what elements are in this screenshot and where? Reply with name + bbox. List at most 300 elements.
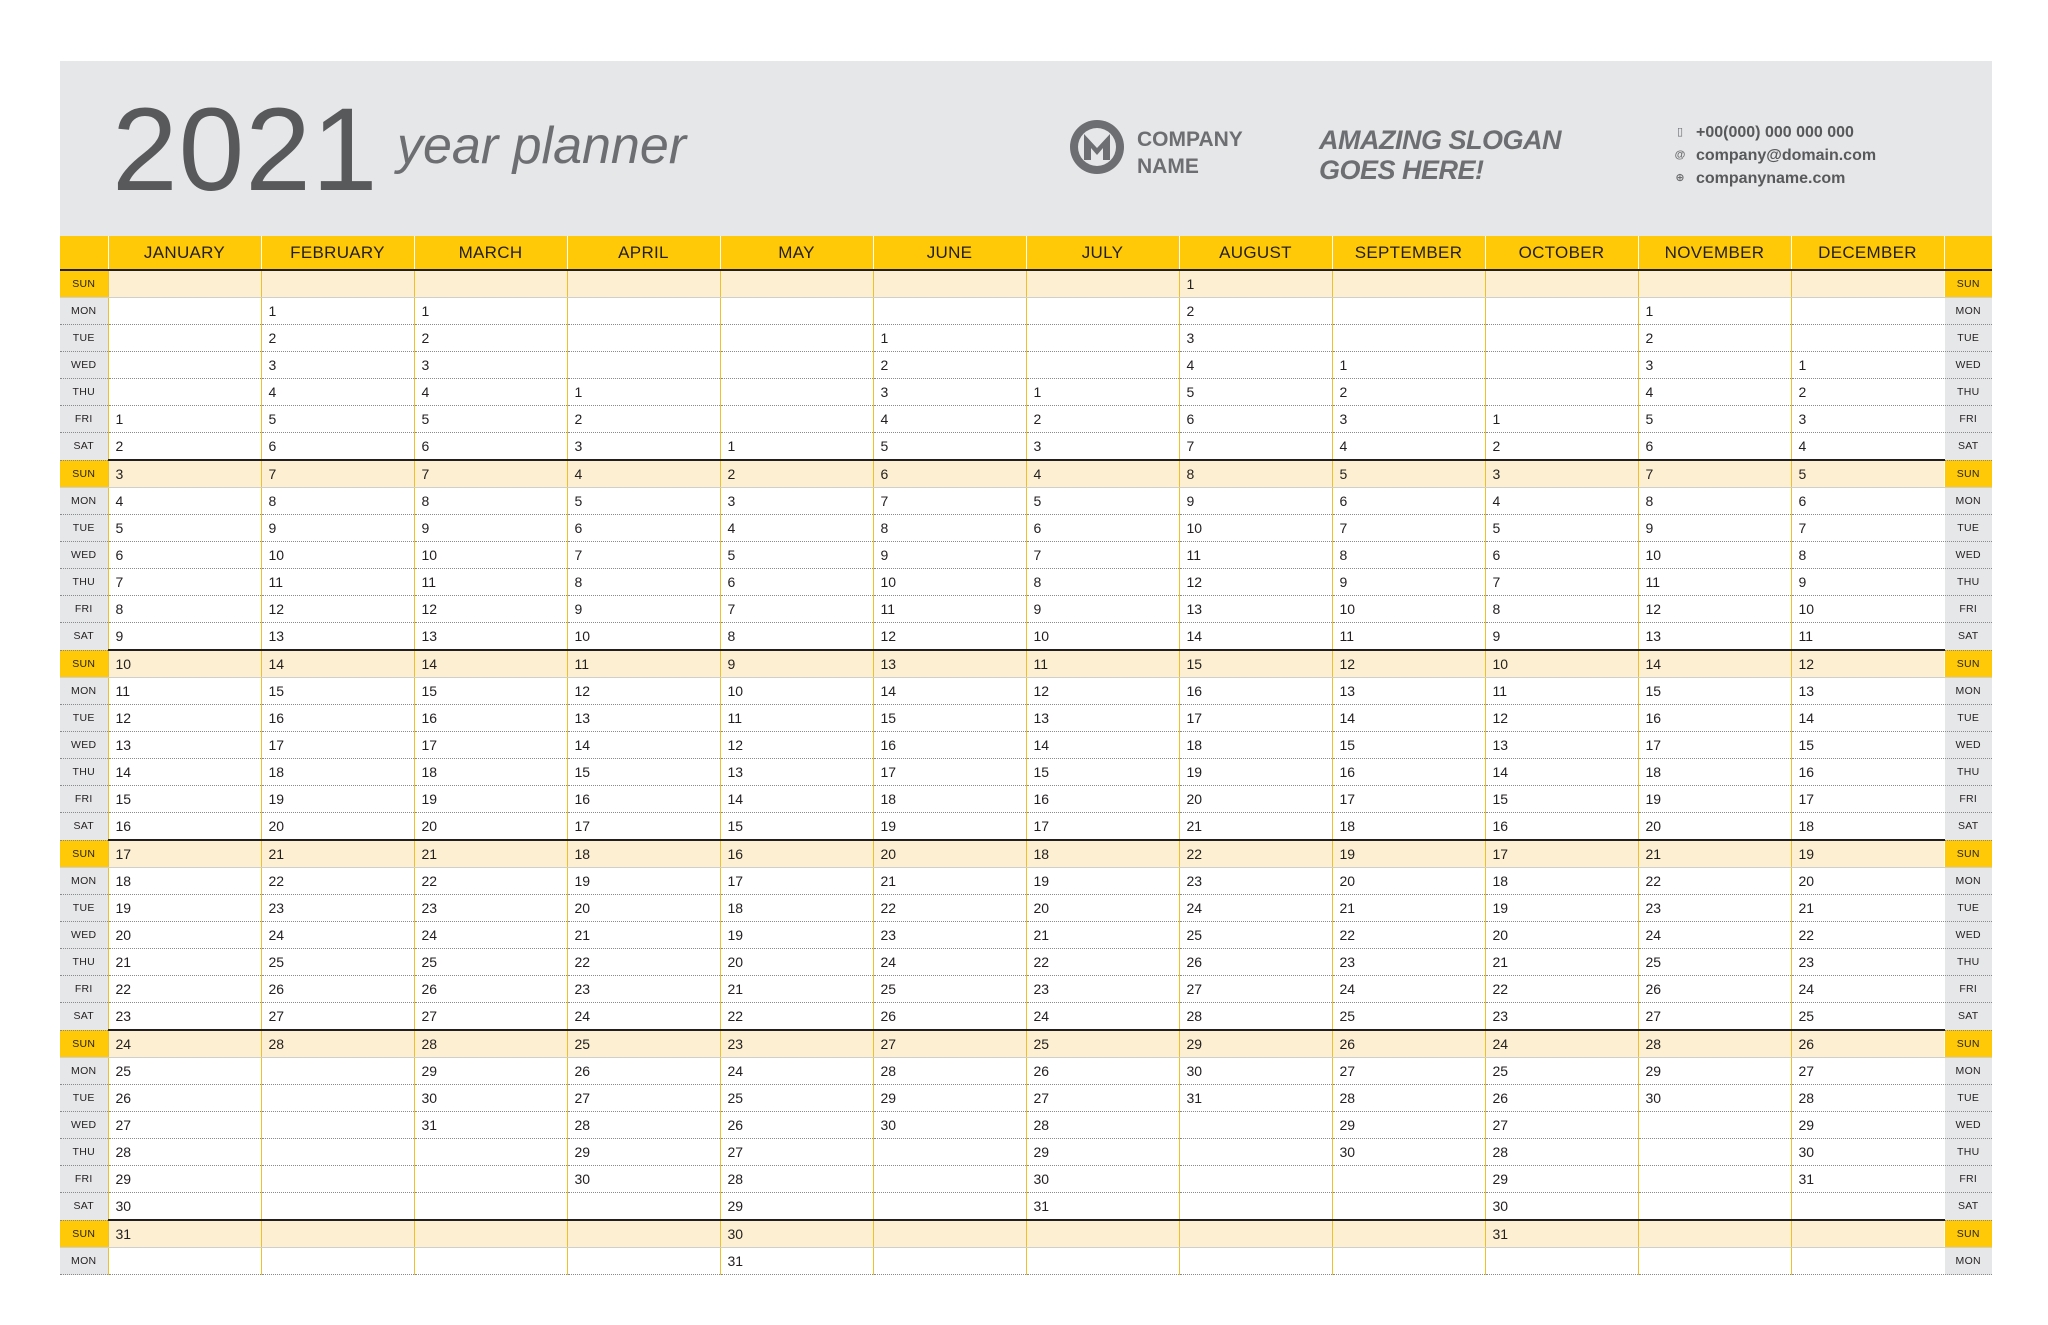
day-cell[interactable]: 29 bbox=[1638, 1058, 1791, 1085]
day-cell[interactable] bbox=[720, 379, 873, 406]
day-cell[interactable]: 19 bbox=[567, 868, 720, 895]
day-cell[interactable] bbox=[873, 270, 1026, 298]
day-cell[interactable]: 24 bbox=[1026, 1003, 1179, 1031]
day-cell[interactable]: 1 bbox=[1485, 406, 1638, 433]
day-cell[interactable]: 2 bbox=[873, 352, 1026, 379]
day-cell[interactable]: 15 bbox=[1332, 732, 1485, 759]
day-cell[interactable]: 12 bbox=[1332, 650, 1485, 678]
day-cell[interactable]: 2 bbox=[567, 406, 720, 433]
day-cell[interactable]: 26 bbox=[1485, 1085, 1638, 1112]
day-cell[interactable]: 23 bbox=[108, 1003, 261, 1031]
day-cell[interactable]: 2 bbox=[1485, 433, 1638, 461]
day-cell[interactable]: 3 bbox=[108, 460, 261, 488]
day-cell[interactable]: 17 bbox=[261, 732, 414, 759]
day-cell[interactable] bbox=[720, 352, 873, 379]
day-cell[interactable]: 3 bbox=[1179, 325, 1332, 352]
day-cell[interactable]: 6 bbox=[1791, 488, 1944, 515]
day-cell[interactable] bbox=[414, 1193, 567, 1221]
day-cell[interactable] bbox=[873, 1248, 1026, 1275]
day-cell[interactable] bbox=[873, 1139, 1026, 1166]
day-cell[interactable] bbox=[414, 1248, 567, 1275]
day-cell[interactable]: 29 bbox=[1791, 1112, 1944, 1139]
day-cell[interactable]: 24 bbox=[873, 949, 1026, 976]
day-cell[interactable]: 26 bbox=[720, 1112, 873, 1139]
day-cell[interactable]: 26 bbox=[261, 976, 414, 1003]
day-cell[interactable]: 1 bbox=[1026, 379, 1179, 406]
day-cell[interactable] bbox=[720, 325, 873, 352]
day-cell[interactable]: 30 bbox=[873, 1112, 1026, 1139]
day-cell[interactable]: 15 bbox=[108, 786, 261, 813]
day-cell[interactable]: 14 bbox=[1332, 705, 1485, 732]
day-cell[interactable]: 9 bbox=[261, 515, 414, 542]
day-cell[interactable]: 3 bbox=[1332, 406, 1485, 433]
day-cell[interactable] bbox=[1638, 1139, 1791, 1166]
day-cell[interactable]: 28 bbox=[567, 1112, 720, 1139]
day-cell[interactable]: 6 bbox=[1332, 488, 1485, 515]
day-cell[interactable]: 15 bbox=[261, 678, 414, 705]
day-cell[interactable]: 30 bbox=[1332, 1139, 1485, 1166]
day-cell[interactable]: 17 bbox=[1179, 705, 1332, 732]
day-cell[interactable]: 1 bbox=[108, 406, 261, 433]
day-cell[interactable]: 5 bbox=[1332, 460, 1485, 488]
day-cell[interactable]: 25 bbox=[720, 1085, 873, 1112]
day-cell[interactable]: 21 bbox=[1791, 895, 1944, 922]
day-cell[interactable]: 17 bbox=[720, 868, 873, 895]
day-cell[interactable]: 20 bbox=[720, 949, 873, 976]
day-cell[interactable]: 8 bbox=[1791, 542, 1944, 569]
day-cell[interactable]: 4 bbox=[873, 406, 1026, 433]
day-cell[interactable]: 1 bbox=[1791, 352, 1944, 379]
day-cell[interactable]: 20 bbox=[108, 922, 261, 949]
day-cell[interactable]: 9 bbox=[414, 515, 567, 542]
day-cell[interactable]: 11 bbox=[108, 678, 261, 705]
day-cell[interactable]: 14 bbox=[1026, 732, 1179, 759]
day-cell[interactable] bbox=[567, 1220, 720, 1248]
day-cell[interactable] bbox=[1026, 1248, 1179, 1275]
day-cell[interactable] bbox=[873, 1220, 1026, 1248]
day-cell[interactable]: 9 bbox=[1485, 623, 1638, 651]
day-cell[interactable]: 21 bbox=[567, 922, 720, 949]
day-cell[interactable]: 16 bbox=[1638, 705, 1791, 732]
day-cell[interactable]: 27 bbox=[414, 1003, 567, 1031]
day-cell[interactable]: 22 bbox=[1485, 976, 1638, 1003]
day-cell[interactable]: 9 bbox=[108, 623, 261, 651]
day-cell[interactable]: 13 bbox=[1332, 678, 1485, 705]
day-cell[interactable]: 23 bbox=[1791, 949, 1944, 976]
day-cell[interactable]: 18 bbox=[414, 759, 567, 786]
day-cell[interactable]: 24 bbox=[720, 1058, 873, 1085]
day-cell[interactable]: 2 bbox=[1026, 406, 1179, 433]
day-cell[interactable]: 4 bbox=[1485, 488, 1638, 515]
day-cell[interactable]: 30 bbox=[1179, 1058, 1332, 1085]
day-cell[interactable]: 21 bbox=[108, 949, 261, 976]
day-cell[interactable] bbox=[1638, 270, 1791, 298]
day-cell[interactable] bbox=[567, 270, 720, 298]
day-cell[interactable]: 20 bbox=[1791, 868, 1944, 895]
day-cell[interactable]: 11 bbox=[414, 569, 567, 596]
day-cell[interactable] bbox=[1485, 1248, 1638, 1275]
day-cell[interactable]: 27 bbox=[108, 1112, 261, 1139]
day-cell[interactable]: 21 bbox=[720, 976, 873, 1003]
day-cell[interactable]: 8 bbox=[1179, 460, 1332, 488]
day-cell[interactable]: 29 bbox=[873, 1085, 1026, 1112]
day-cell[interactable] bbox=[1026, 270, 1179, 298]
day-cell[interactable]: 23 bbox=[1485, 1003, 1638, 1031]
day-cell[interactable] bbox=[414, 270, 567, 298]
day-cell[interactable]: 23 bbox=[720, 1030, 873, 1058]
day-cell[interactable]: 28 bbox=[261, 1030, 414, 1058]
day-cell[interactable]: 10 bbox=[108, 650, 261, 678]
day-cell[interactable] bbox=[873, 1166, 1026, 1193]
day-cell[interactable]: 30 bbox=[720, 1220, 873, 1248]
day-cell[interactable]: 4 bbox=[261, 379, 414, 406]
day-cell[interactable]: 7 bbox=[567, 542, 720, 569]
day-cell[interactable]: 4 bbox=[414, 379, 567, 406]
day-cell[interactable]: 10 bbox=[1332, 596, 1485, 623]
day-cell[interactable]: 30 bbox=[1791, 1139, 1944, 1166]
day-cell[interactable]: 25 bbox=[1332, 1003, 1485, 1031]
day-cell[interactable]: 25 bbox=[261, 949, 414, 976]
day-cell[interactable]: 8 bbox=[108, 596, 261, 623]
day-cell[interactable]: 9 bbox=[1791, 569, 1944, 596]
day-cell[interactable] bbox=[261, 1166, 414, 1193]
day-cell[interactable]: 10 bbox=[720, 678, 873, 705]
day-cell[interactable]: 18 bbox=[1332, 813, 1485, 841]
day-cell[interactable]: 5 bbox=[1026, 488, 1179, 515]
day-cell[interactable] bbox=[261, 1193, 414, 1221]
day-cell[interactable]: 6 bbox=[261, 433, 414, 461]
day-cell[interactable]: 18 bbox=[720, 895, 873, 922]
day-cell[interactable]: 15 bbox=[567, 759, 720, 786]
day-cell[interactable]: 23 bbox=[261, 895, 414, 922]
day-cell[interactable]: 29 bbox=[108, 1166, 261, 1193]
day-cell[interactable]: 4 bbox=[108, 488, 261, 515]
day-cell[interactable]: 19 bbox=[873, 813, 1026, 841]
day-cell[interactable]: 11 bbox=[1638, 569, 1791, 596]
day-cell[interactable]: 4 bbox=[1638, 379, 1791, 406]
day-cell[interactable]: 1 bbox=[414, 298, 567, 325]
day-cell[interactable]: 20 bbox=[1332, 868, 1485, 895]
day-cell[interactable]: 27 bbox=[1485, 1112, 1638, 1139]
day-cell[interactable]: 28 bbox=[1026, 1112, 1179, 1139]
day-cell[interactable] bbox=[1179, 1112, 1332, 1139]
day-cell[interactable]: 13 bbox=[414, 623, 567, 651]
day-cell[interactable]: 23 bbox=[1638, 895, 1791, 922]
day-cell[interactable]: 7 bbox=[1638, 460, 1791, 488]
day-cell[interactable]: 3 bbox=[567, 433, 720, 461]
day-cell[interactable]: 26 bbox=[414, 976, 567, 1003]
day-cell[interactable]: 7 bbox=[873, 488, 1026, 515]
day-cell[interactable]: 30 bbox=[1638, 1085, 1791, 1112]
day-cell[interactable]: 15 bbox=[1179, 650, 1332, 678]
day-cell[interactable] bbox=[1332, 1166, 1485, 1193]
day-cell[interactable]: 31 bbox=[108, 1220, 261, 1248]
day-cell[interactable]: 13 bbox=[1485, 732, 1638, 759]
day-cell[interactable]: 25 bbox=[1485, 1058, 1638, 1085]
day-cell[interactable]: 12 bbox=[873, 623, 1026, 651]
day-cell[interactable]: 27 bbox=[873, 1030, 1026, 1058]
day-cell[interactable]: 18 bbox=[261, 759, 414, 786]
day-cell[interactable]: 18 bbox=[1026, 840, 1179, 868]
day-cell[interactable] bbox=[1332, 298, 1485, 325]
day-cell[interactable]: 8 bbox=[414, 488, 567, 515]
day-cell[interactable]: 8 bbox=[1485, 596, 1638, 623]
day-cell[interactable]: 25 bbox=[414, 949, 567, 976]
day-cell[interactable]: 5 bbox=[261, 406, 414, 433]
day-cell[interactable]: 20 bbox=[1638, 813, 1791, 841]
day-cell[interactable]: 17 bbox=[1791, 786, 1944, 813]
day-cell[interactable] bbox=[1791, 1248, 1944, 1275]
day-cell[interactable]: 29 bbox=[720, 1193, 873, 1221]
day-cell[interactable]: 2 bbox=[720, 460, 873, 488]
day-cell[interactable]: 9 bbox=[1026, 596, 1179, 623]
day-cell[interactable]: 16 bbox=[1485, 813, 1638, 841]
day-cell[interactable] bbox=[1179, 1248, 1332, 1275]
day-cell[interactable]: 26 bbox=[1026, 1058, 1179, 1085]
day-cell[interactable]: 16 bbox=[1026, 786, 1179, 813]
day-cell[interactable]: 18 bbox=[1485, 868, 1638, 895]
day-cell[interactable] bbox=[108, 298, 261, 325]
day-cell[interactable]: 31 bbox=[414, 1112, 567, 1139]
day-cell[interactable]: 22 bbox=[1179, 840, 1332, 868]
day-cell[interactable]: 29 bbox=[414, 1058, 567, 1085]
day-cell[interactable]: 26 bbox=[567, 1058, 720, 1085]
day-cell[interactable] bbox=[1791, 325, 1944, 352]
day-cell[interactable]: 23 bbox=[414, 895, 567, 922]
day-cell[interactable]: 22 bbox=[567, 949, 720, 976]
day-cell[interactable]: 9 bbox=[1638, 515, 1791, 542]
day-cell[interactable] bbox=[1026, 298, 1179, 325]
day-cell[interactable]: 12 bbox=[1791, 650, 1944, 678]
day-cell[interactable]: 25 bbox=[108, 1058, 261, 1085]
day-cell[interactable]: 12 bbox=[1485, 705, 1638, 732]
day-cell[interactable]: 3 bbox=[261, 352, 414, 379]
day-cell[interactable] bbox=[1485, 270, 1638, 298]
day-cell[interactable]: 13 bbox=[567, 705, 720, 732]
day-cell[interactable]: 28 bbox=[1638, 1030, 1791, 1058]
day-cell[interactable] bbox=[261, 1248, 414, 1275]
day-cell[interactable]: 19 bbox=[720, 922, 873, 949]
day-cell[interactable] bbox=[1638, 1166, 1791, 1193]
day-cell[interactable] bbox=[720, 270, 873, 298]
day-cell[interactable]: 24 bbox=[1485, 1030, 1638, 1058]
day-cell[interactable]: 24 bbox=[1179, 895, 1332, 922]
day-cell[interactable]: 27 bbox=[1638, 1003, 1791, 1031]
day-cell[interactable]: 27 bbox=[1791, 1058, 1944, 1085]
day-cell[interactable]: 5 bbox=[567, 488, 720, 515]
day-cell[interactable]: 19 bbox=[1485, 895, 1638, 922]
day-cell[interactable]: 16 bbox=[1332, 759, 1485, 786]
day-cell[interactable]: 20 bbox=[1179, 786, 1332, 813]
day-cell[interactable]: 5 bbox=[720, 542, 873, 569]
day-cell[interactable]: 22 bbox=[1332, 922, 1485, 949]
day-cell[interactable]: 2 bbox=[1332, 379, 1485, 406]
day-cell[interactable] bbox=[261, 1112, 414, 1139]
day-cell[interactable]: 23 bbox=[873, 922, 1026, 949]
day-cell[interactable]: 15 bbox=[414, 678, 567, 705]
day-cell[interactable] bbox=[1026, 1220, 1179, 1248]
day-cell[interactable]: 2 bbox=[1791, 379, 1944, 406]
day-cell[interactable]: 18 bbox=[1638, 759, 1791, 786]
day-cell[interactable]: 7 bbox=[261, 460, 414, 488]
day-cell[interactable]: 29 bbox=[567, 1139, 720, 1166]
day-cell[interactable]: 10 bbox=[1791, 596, 1944, 623]
day-cell[interactable]: 9 bbox=[1179, 488, 1332, 515]
day-cell[interactable]: 27 bbox=[1026, 1085, 1179, 1112]
day-cell[interactable]: 24 bbox=[567, 1003, 720, 1031]
day-cell[interactable]: 25 bbox=[1638, 949, 1791, 976]
day-cell[interactable]: 22 bbox=[720, 1003, 873, 1031]
day-cell[interactable] bbox=[1026, 325, 1179, 352]
day-cell[interactable]: 12 bbox=[720, 732, 873, 759]
day-cell[interactable]: 13 bbox=[1179, 596, 1332, 623]
day-cell[interactable]: 11 bbox=[1026, 650, 1179, 678]
day-cell[interactable]: 25 bbox=[1179, 922, 1332, 949]
day-cell[interactable]: 30 bbox=[1026, 1166, 1179, 1193]
day-cell[interactable] bbox=[261, 1058, 414, 1085]
day-cell[interactable]: 12 bbox=[1179, 569, 1332, 596]
day-cell[interactable]: 21 bbox=[1179, 813, 1332, 841]
day-cell[interactable]: 23 bbox=[1332, 949, 1485, 976]
day-cell[interactable]: 14 bbox=[567, 732, 720, 759]
day-cell[interactable]: 13 bbox=[873, 650, 1026, 678]
day-cell[interactable] bbox=[1791, 1220, 1944, 1248]
day-cell[interactable]: 2 bbox=[1179, 298, 1332, 325]
day-cell[interactable]: 5 bbox=[108, 515, 261, 542]
day-cell[interactable]: 9 bbox=[720, 650, 873, 678]
day-cell[interactable]: 17 bbox=[414, 732, 567, 759]
day-cell[interactable]: 10 bbox=[1638, 542, 1791, 569]
day-cell[interactable]: 23 bbox=[1026, 976, 1179, 1003]
day-cell[interactable]: 1 bbox=[1179, 270, 1332, 298]
day-cell[interactable]: 19 bbox=[1791, 840, 1944, 868]
day-cell[interactable]: 11 bbox=[720, 705, 873, 732]
day-cell[interactable]: 13 bbox=[261, 623, 414, 651]
day-cell[interactable]: 7 bbox=[1026, 542, 1179, 569]
day-cell[interactable]: 4 bbox=[1026, 460, 1179, 488]
day-cell[interactable]: 10 bbox=[567, 623, 720, 651]
day-cell[interactable]: 3 bbox=[720, 488, 873, 515]
day-cell[interactable] bbox=[1485, 298, 1638, 325]
day-cell[interactable]: 5 bbox=[414, 406, 567, 433]
day-cell[interactable] bbox=[1791, 298, 1944, 325]
day-cell[interactable]: 15 bbox=[1791, 732, 1944, 759]
day-cell[interactable]: 11 bbox=[261, 569, 414, 596]
day-cell[interactable]: 18 bbox=[1791, 813, 1944, 841]
day-cell[interactable]: 6 bbox=[1638, 433, 1791, 461]
day-cell[interactable] bbox=[1026, 352, 1179, 379]
day-cell[interactable]: 28 bbox=[1332, 1085, 1485, 1112]
day-cell[interactable] bbox=[1179, 1220, 1332, 1248]
day-cell[interactable]: 16 bbox=[1179, 678, 1332, 705]
day-cell[interactable]: 7 bbox=[108, 569, 261, 596]
day-cell[interactable]: 1 bbox=[873, 325, 1026, 352]
day-cell[interactable]: 17 bbox=[1638, 732, 1791, 759]
day-cell[interactable] bbox=[414, 1139, 567, 1166]
day-cell[interactable]: 14 bbox=[261, 650, 414, 678]
day-cell[interactable]: 6 bbox=[414, 433, 567, 461]
day-cell[interactable]: 5 bbox=[1179, 379, 1332, 406]
day-cell[interactable]: 26 bbox=[1638, 976, 1791, 1003]
day-cell[interactable]: 21 bbox=[261, 840, 414, 868]
day-cell[interactable] bbox=[261, 1220, 414, 1248]
day-cell[interactable]: 12 bbox=[567, 678, 720, 705]
day-cell[interactable]: 1 bbox=[1332, 352, 1485, 379]
day-cell[interactable]: 20 bbox=[414, 813, 567, 841]
day-cell[interactable]: 20 bbox=[873, 840, 1026, 868]
day-cell[interactable] bbox=[567, 1248, 720, 1275]
day-cell[interactable]: 24 bbox=[414, 922, 567, 949]
day-cell[interactable]: 21 bbox=[1332, 895, 1485, 922]
day-cell[interactable]: 16 bbox=[873, 732, 1026, 759]
day-cell[interactable]: 16 bbox=[720, 840, 873, 868]
day-cell[interactable] bbox=[1791, 270, 1944, 298]
day-cell[interactable]: 14 bbox=[720, 786, 873, 813]
day-cell[interactable] bbox=[720, 298, 873, 325]
day-cell[interactable]: 21 bbox=[873, 868, 1026, 895]
day-cell[interactable]: 27 bbox=[1332, 1058, 1485, 1085]
day-cell[interactable]: 20 bbox=[1485, 922, 1638, 949]
day-cell[interactable]: 26 bbox=[1332, 1030, 1485, 1058]
day-cell[interactable]: 6 bbox=[108, 542, 261, 569]
day-cell[interactable]: 4 bbox=[1332, 433, 1485, 461]
day-cell[interactable]: 10 bbox=[414, 542, 567, 569]
day-cell[interactable] bbox=[1179, 1193, 1332, 1221]
day-cell[interactable]: 8 bbox=[567, 569, 720, 596]
day-cell[interactable]: 1 bbox=[720, 433, 873, 461]
day-cell[interactable]: 11 bbox=[1332, 623, 1485, 651]
day-cell[interactable] bbox=[1332, 325, 1485, 352]
day-cell[interactable]: 14 bbox=[1485, 759, 1638, 786]
day-cell[interactable]: 31 bbox=[1791, 1166, 1944, 1193]
day-cell[interactable]: 12 bbox=[108, 705, 261, 732]
day-cell[interactable] bbox=[261, 1139, 414, 1166]
day-cell[interactable] bbox=[261, 1085, 414, 1112]
day-cell[interactable]: 31 bbox=[1026, 1193, 1179, 1221]
day-cell[interactable]: 20 bbox=[261, 813, 414, 841]
day-cell[interactable] bbox=[1485, 379, 1638, 406]
day-cell[interactable]: 10 bbox=[1485, 650, 1638, 678]
day-cell[interactable]: 19 bbox=[1638, 786, 1791, 813]
day-cell[interactable]: 10 bbox=[1179, 515, 1332, 542]
day-cell[interactable]: 16 bbox=[414, 705, 567, 732]
day-cell[interactable]: 10 bbox=[873, 569, 1026, 596]
day-cell[interactable] bbox=[1638, 1112, 1791, 1139]
day-cell[interactable]: 6 bbox=[1026, 515, 1179, 542]
day-cell[interactable]: 7 bbox=[1791, 515, 1944, 542]
day-cell[interactable]: 24 bbox=[1791, 976, 1944, 1003]
day-cell[interactable]: 22 bbox=[414, 868, 567, 895]
day-cell[interactable]: 9 bbox=[1332, 569, 1485, 596]
day-cell[interactable]: 19 bbox=[108, 895, 261, 922]
day-cell[interactable]: 31 bbox=[1179, 1085, 1332, 1112]
day-cell[interactable] bbox=[873, 1193, 1026, 1221]
day-cell[interactable]: 8 bbox=[1638, 488, 1791, 515]
day-cell[interactable]: 12 bbox=[1638, 596, 1791, 623]
day-cell[interactable]: 4 bbox=[1791, 433, 1944, 461]
day-cell[interactable]: 14 bbox=[414, 650, 567, 678]
day-cell[interactable] bbox=[108, 325, 261, 352]
day-cell[interactable]: 7 bbox=[414, 460, 567, 488]
day-cell[interactable]: 3 bbox=[1485, 460, 1638, 488]
day-cell[interactable]: 27 bbox=[567, 1085, 720, 1112]
day-cell[interactable] bbox=[108, 270, 261, 298]
day-cell[interactable]: 15 bbox=[1485, 786, 1638, 813]
day-cell[interactable]: 17 bbox=[1485, 840, 1638, 868]
day-cell[interactable] bbox=[1179, 1166, 1332, 1193]
day-cell[interactable] bbox=[1332, 1193, 1485, 1221]
day-cell[interactable]: 14 bbox=[1179, 623, 1332, 651]
